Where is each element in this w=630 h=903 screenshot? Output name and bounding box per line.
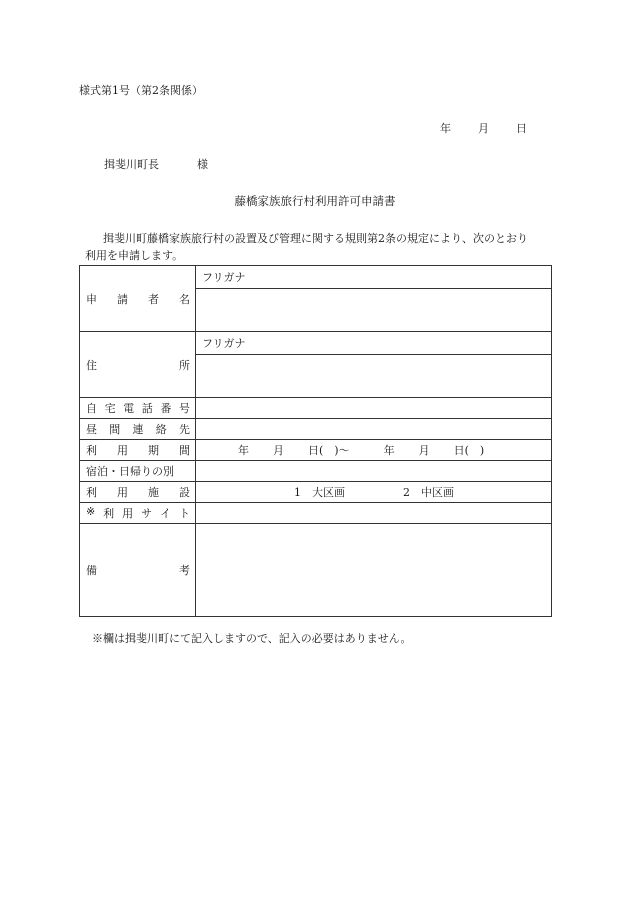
facility-field[interactable] <box>196 482 552 503</box>
daytime-contact-label: 昼 間 連 絡 先 <box>80 419 196 440</box>
usage-period-label: 利 用 期 間 <box>80 440 196 461</box>
period-end-day: 日( ) <box>453 444 485 457</box>
site-field[interactable] <box>196 503 552 524</box>
period-end-year: 年 <box>383 444 395 457</box>
facility-option-large[interactable]: 1 大区画 <box>294 486 345 499</box>
addressee-name: 揖斐川町長 <box>104 158 159 171</box>
home-phone-field[interactable] <box>196 398 552 419</box>
addressee-honorific: 様 <box>197 158 208 171</box>
addressee <box>104 156 208 172</box>
address-label: 住 所 <box>80 332 196 398</box>
remarks-field[interactable] <box>196 524 552 617</box>
stay-type-field[interactable] <box>196 461 552 482</box>
form-number: 様式第1号（第2条関係） <box>79 84 203 97</box>
period-start-year: 年 <box>238 444 249 457</box>
document-title: 藤橋家族旅行村利用許可申請書 <box>234 194 396 208</box>
period-start-month: 月 <box>273 444 284 457</box>
period-end-month: 月 <box>418 444 430 457</box>
intro-line-2: 利用を申請します。 <box>85 249 184 262</box>
facility-label: 利 用 施 設 <box>80 482 196 503</box>
applicant-name-field[interactable] <box>196 289 552 332</box>
date-line <box>440 120 527 136</box>
period-start-day: 日( )～ <box>308 444 350 457</box>
date-day-label: 日 <box>516 122 527 135</box>
address-field[interactable] <box>196 355 552 398</box>
date-year-label: 年 <box>440 122 451 135</box>
date-month-label: 月 <box>478 122 489 135</box>
usage-period-field[interactable] <box>196 440 552 461</box>
site-label: ※ 利 用 サ イ ト <box>80 503 196 524</box>
intro-line-1: 揖斐川町藤橋家族旅行村の設置及び管理に関する規則第2条の規定により、次のとおり <box>103 232 528 245</box>
footnote: ※欄は揖斐川町にて記入しますので、記入の必要はありません。 <box>92 632 412 645</box>
remarks-label: 備 考 <box>80 524 196 617</box>
home-phone-label: 自 宅 電 話 番 号 <box>80 398 196 419</box>
facility-option-medium[interactable]: 2 中区画 <box>403 486 454 499</box>
address-furigana-field[interactable]: フリガナ <box>196 332 552 355</box>
applicant-furigana-field[interactable]: フリガナ <box>196 266 552 289</box>
daytime-contact-field[interactable] <box>196 419 552 440</box>
applicant-name-label: 申 請 者 名 <box>80 266 196 332</box>
stay-type-label: 宿泊・日帰りの別 <box>80 461 196 482</box>
intro-paragraph <box>79 230 559 264</box>
application-table <box>79 265 552 617</box>
